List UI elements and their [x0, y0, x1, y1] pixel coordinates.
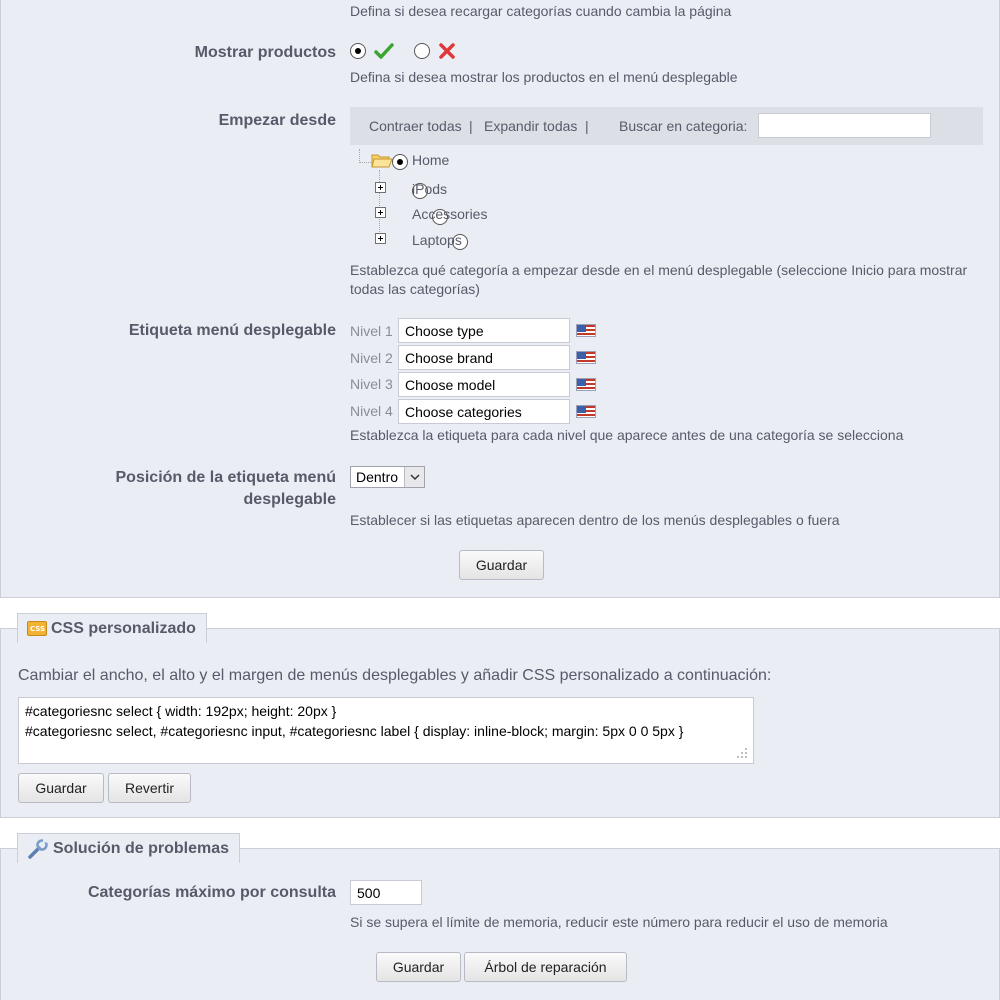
category-tree-toolbar	[350, 107, 983, 145]
show-products-hint: Defina si desea mostrar los productos en el menú desplegable	[350, 69, 738, 85]
custom-css-description: Cambiar el ancho, el alto y el margen de menús desplegables y añadir CSS personalizado a continuación:	[18, 667, 772, 684]
label-position-label	[116, 467, 337, 511]
custom-css-textarea[interactable]	[18, 697, 754, 764]
custom-css-title: CSS personalizado	[51, 619, 196, 637]
start-from-hint: Establezca qué categoría a empezar desde en el menú desplegable (seleccione Inicio para mostrar todas las categorías)	[350, 262, 968, 297]
repair-tree-button[interactable]: Árbol de reparación	[464, 952, 627, 982]
category-search-label: Buscar en categoria:	[619, 118, 748, 134]
label-position-line2: desplegable	[243, 491, 336, 508]
max-categories-label: Categorías máximo por consulta	[87, 884, 336, 901]
expand-plus-icon[interactable]	[375, 207, 386, 218]
tree-item-ipods[interactable]: iPods	[412, 181, 448, 197]
chevron-down-icon[interactable]	[404, 467, 424, 487]
custom-css-legend	[17, 613, 207, 643]
toolbar-separator: |	[469, 118, 473, 134]
level-1-input[interactable]	[398, 318, 570, 343]
wrench-icon	[27, 839, 49, 859]
label-position-value: Dentro	[356, 469, 399, 485]
save-button[interactable]: Guardar	[459, 550, 544, 580]
tree-item-home[interactable]: Home	[412, 152, 450, 168]
css-code-line: #categoriesnc select, #categoriesnc input, #categoriesnc label { display: inline-block; margin: 5px 0 0 5px }	[25, 723, 684, 739]
expand-plus-icon[interactable]	[375, 182, 386, 193]
collapse-all-link[interactable]: Contraer todas	[369, 118, 462, 134]
resize-grip-icon[interactable]	[736, 747, 748, 759]
level-2-input[interactable]	[398, 345, 570, 370]
max-categories-input[interactable]	[350, 880, 422, 905]
show-products-toggle	[350, 42, 456, 60]
label-position-line1: Posición de la etiqueta menú	[115, 469, 336, 486]
level-1-label: Nivel 1	[350, 323, 393, 339]
expand-all-link[interactable]: Expandir todas	[484, 118, 578, 134]
show-products-label: Mostrar productos	[194, 44, 336, 61]
css-save-button[interactable]: Guardar	[18, 773, 104, 803]
us-flag-icon[interactable]	[576, 351, 596, 364]
trouble-save-button[interactable]: Guardar	[376, 952, 461, 982]
css-icon: CSS	[27, 621, 47, 636]
css-revert-button[interactable]: Revertir	[108, 773, 191, 803]
level-2-label: Nivel 2	[350, 350, 393, 366]
show-products-yes-radio[interactable]	[350, 43, 366, 59]
level-3-input[interactable]	[398, 372, 570, 397]
troubleshooting-panel	[0, 848, 1000, 1000]
troubleshooting-legend	[17, 833, 240, 863]
level-3-label: Nivel 3	[350, 376, 393, 392]
reload-hint: Defina si desea recargar categorías cuando cambia la página	[350, 3, 732, 19]
tree-connector	[379, 170, 380, 242]
cross-icon	[438, 42, 456, 60]
label-position-select[interactable]	[350, 466, 425, 488]
dropdown-label-hint: Establezca la etiqueta para cada nivel que aparece antes de una categoría se selecciona	[350, 427, 904, 443]
check-icon	[374, 42, 394, 60]
level-4-input[interactable]	[398, 399, 570, 424]
us-flag-icon[interactable]	[576, 378, 596, 391]
us-flag-icon[interactable]	[576, 324, 596, 337]
tree-radio-home[interactable]	[392, 154, 408, 170]
category-search-input[interactable]	[758, 113, 931, 138]
tree-item-accessories[interactable]: Accessories	[412, 206, 488, 222]
show-products-no-radio[interactable]	[414, 43, 430, 59]
us-flag-icon[interactable]	[576, 405, 596, 418]
start-from-label: Empezar desde	[218, 112, 336, 129]
label-position-hint: Establecer si las etiquetas aparecen dentro de los menús desplegables o fuera	[350, 512, 840, 528]
troubleshooting-title: Solución de problemas	[53, 839, 230, 857]
expand-plus-icon[interactable]	[375, 233, 386, 244]
dropdown-label-label: Etiqueta menú desplegable	[128, 322, 336, 339]
folder-open-icon	[371, 152, 393, 168]
level-4-label: Nivel 4	[350, 403, 393, 419]
custom-css-panel	[0, 628, 1000, 818]
css-code-line: #categoriesnc select { width: 192px; height: 20px }	[25, 703, 337, 719]
max-categories-hint: Si se supera el límite de memoria, reducir este número para reducir el uso de memoria	[350, 914, 888, 930]
toolbar-separator: |	[585, 118, 589, 134]
tree-item-laptops[interactable]: Laptops	[412, 232, 462, 248]
